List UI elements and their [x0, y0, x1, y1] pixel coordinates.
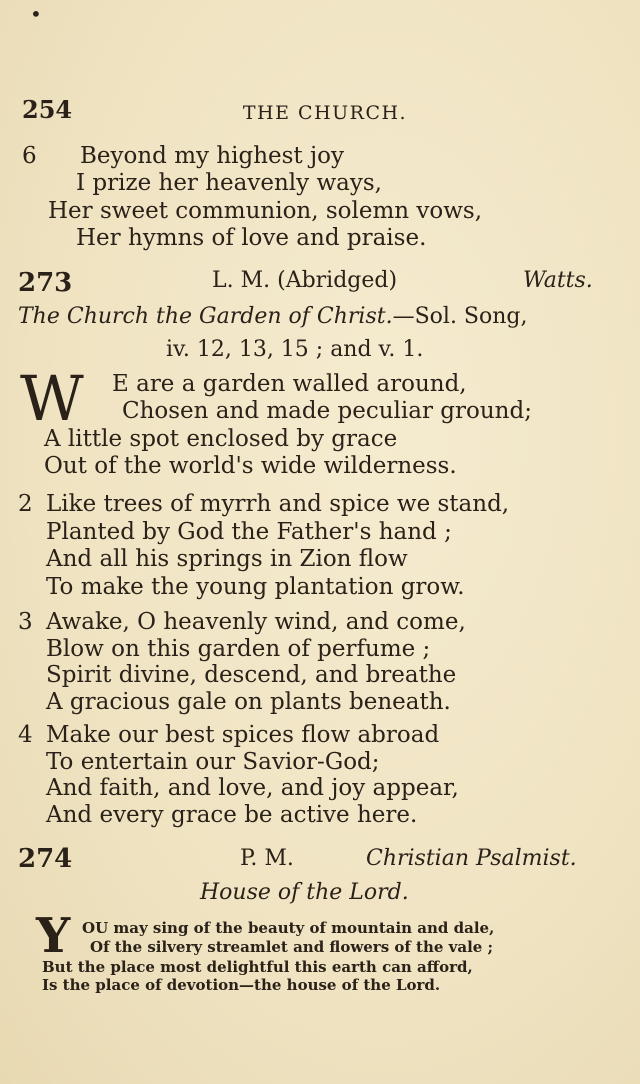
hymn-title-ref: —Sol. Song,	[392, 304, 528, 329]
verse-number: 4	[18, 722, 33, 748]
verse-line: Awake, O heavenly wind, and come,	[46, 609, 466, 635]
hymn-title	[18, 304, 528, 329]
page-mark: •	[30, 2, 42, 26]
verse-line: But the place most delightful this earth can afford,	[42, 958, 473, 976]
hymn-number: 273	[18, 268, 73, 298]
verse-number: 3	[18, 609, 33, 635]
verse-line: A little spot enclosed by grace	[44, 426, 398, 452]
hymn-author: Christian Psalmist.	[366, 846, 577, 871]
verse-line: Her sweet communion, solemn vows,	[48, 198, 483, 224]
verse-line: I prize her heavenly ways,	[76, 170, 382, 196]
verse-line: And faith, and love, and joy appear,	[46, 775, 459, 801]
verse-line: Planted by God the Father's hand ;	[46, 519, 452, 545]
verse-line: Of the silvery streamlet and flowers of the vale ;	[90, 938, 494, 956]
verse-line: And all his springs in Zion flow	[46, 546, 408, 572]
verse-line: Make our best spices flow abroad	[46, 722, 440, 748]
verse-line: Beyond my highest joy	[80, 143, 344, 169]
running-header: THE CHURCH.	[242, 102, 408, 124]
verse-line: OU may sing of the beauty of mountain and dale,	[82, 919, 495, 937]
verse-line: Her hymns of love and praise.	[76, 225, 427, 251]
verse-line: Chosen and made peculiar ground;	[122, 398, 532, 424]
verse-line: Out of the world's wide wilderness.	[44, 453, 457, 479]
hymn-title-italic: The Church the Garden of Christ.	[18, 304, 393, 329]
hymn-author: Watts.	[523, 268, 593, 293]
verse-line: Is the place of devotion—the house of the Lord.	[42, 976, 441, 994]
drop-cap: W	[20, 362, 84, 435]
verse-line: Like trees of myrrh and spice we stand,	[46, 491, 510, 517]
drop-cap: Y	[36, 908, 71, 964]
verse-line: Spirit divine, descend, and breathe	[46, 662, 457, 688]
page-number: 254	[22, 95, 73, 124]
hymn-meter: P. M.	[240, 846, 294, 871]
verse-number: 2	[18, 491, 33, 517]
verse-line: To entertain our Savior-God;	[46, 749, 380, 775]
hymn-number: 274	[18, 844, 73, 874]
hymn-title-ref2: iv. 12, 13, 15 ; and v. 1.	[166, 337, 424, 362]
verse-line: A gracious gale on plants beneath.	[46, 689, 451, 715]
verse-number: 6	[22, 143, 37, 169]
verse-line: E are a garden walled around,	[112, 371, 467, 397]
hymn-title: House of the Lord.	[200, 880, 409, 905]
hymn-meter: L. M. (Abridged)	[212, 268, 398, 293]
verse-line: Blow on this garden of perfume ;	[46, 636, 431, 662]
verse-line: To make the young plantation grow.	[46, 574, 465, 600]
verse-line: And every grace be active here.	[46, 802, 418, 828]
